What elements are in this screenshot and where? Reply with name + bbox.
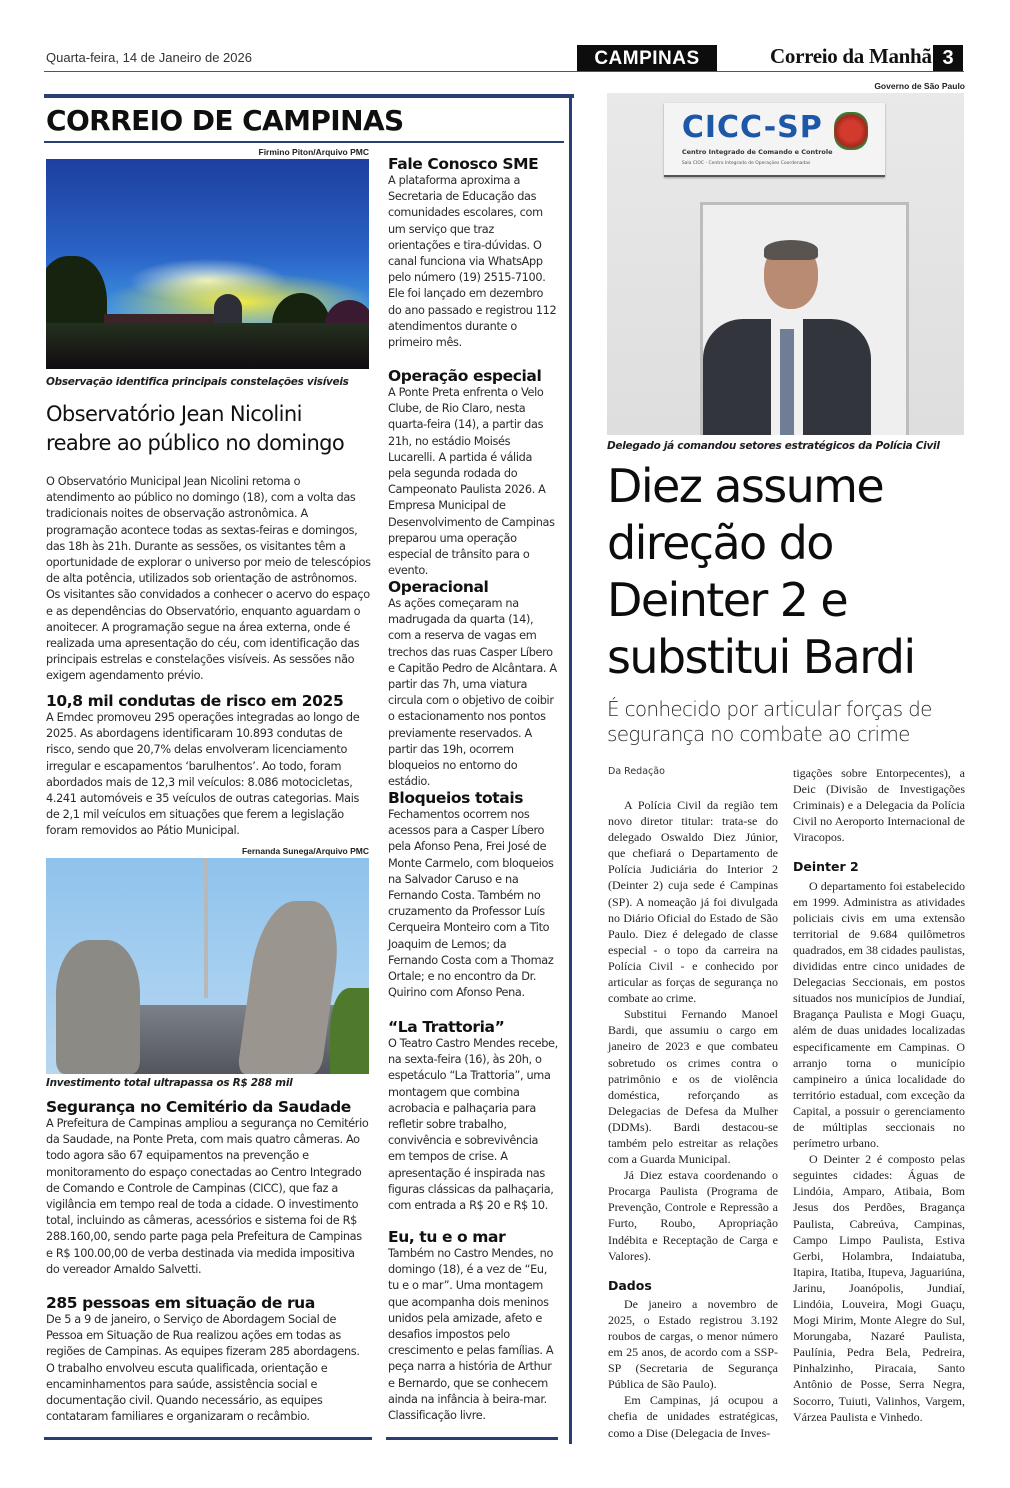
news-item-body: Também no Castro Mendes, no domingo (18), é a vez de “Eu, tu e o mar”. Uma montagem que acompanha dois meninos unidos pela amizade, afeto e desafios impostos pelo crescimento e pelas famílias. A peça narra a história de Arthur e Bernardo, que se conhecem ainda na infância à beira-mar. Classificação livre. <box>388 1247 554 1423</box>
news-item-title: 10,8 mil condutas de risco em 2025 <box>46 692 344 710</box>
observatory-photo <box>46 159 369 369</box>
news-item <box>388 578 558 790</box>
statue-figure <box>56 940 140 1074</box>
ground <box>46 323 369 369</box>
news-item <box>388 367 558 579</box>
news-item-title: Bloqueios totais <box>388 789 524 807</box>
sign-title: CICC-SP <box>681 110 823 146</box>
news-item-body: O Teatro Castro Mendes recebe, na sexta-feira (16), às 20h, o espetáculo “La Trattoria”, uma montagem que combina acrobacia e palhaçaria para refletir sobre trabalho, convivência e sobrevivência em tempos de crise. A apresentação é inspirada nas figuras clássicas da palhaçaria, com entrada a R$ 20 e R$ 10. <box>388 1037 558 1213</box>
lead-headline <box>46 400 376 458</box>
article-paragraph: O Deinter 2 é composto pelas seguintes cidades: Águas de Lindóia, Amparo, Atibaia, Bom Jesus dos Perdões, Bragança Paulista, Cabreúva, Campinas, Campo Limpo Paulista, Estiva Gerbi, Holambra, Indaiatuba, Itapira, Itatiba, Itupeva, Jaguariúna, Jarinu, Joanópolis, Jundiaí, Lindóia, Louveira, Mogi Guaçu, Mogi Mirim, Monte Alegre do Sul, Morungaba, Nazaré Paulista, Paulínia, Pedra Bela, Pedreira, Pinhalzinho, Piracaia, Santo Antônio de Posse, Serra Negra, Socorro, Tuiuti, Valinhos, Vargem, Várzea Paulista e Vinhedo. <box>793 1152 965 1424</box>
delegate-photo <box>607 93 964 435</box>
masthead-logo: Correio da Manhã <box>770 44 932 68</box>
article-column-2 <box>793 765 965 1425</box>
news-item <box>46 692 371 840</box>
photo-credit: Fernanda Sunega/Arquivo PMC <box>241 846 369 856</box>
news-item-title: 285 pessoas em situação de rua <box>46 1294 315 1312</box>
issue-date: Quarta-feira, 14 de Janeiro de 2026 <box>46 50 252 65</box>
photo-caption: Delegado já comandou setores estratégicos da Polícia Civil <box>607 440 940 452</box>
byline: Da Redação <box>608 766 665 777</box>
subheadline <box>607 697 932 747</box>
news-item-title: Eu, tu e o mar <box>388 1228 506 1246</box>
article-column-1 <box>608 797 778 1441</box>
box-top-border <box>44 94 574 98</box>
lead-body: O Observatório Municipal Jean Nicolini retoma o atendimento ao público no domingo (18), com a volta das tradicionais noites de observação astronômica. A programação acontece todas as sextas-feiras e domingos, das 18h às 21h. Durante as sessões, os visitantes têm a oportunidade de explorar o universo por meio de telescópios de alta potência, utilizados sob orientação de astrônomos. Os visitantes são convidados a conhecer o acervo do espaço e as dependências do Observatório, enquanto aguardam o anoitecer. A programação segue na área externa, onde é realizada uma apresentação do céu, com identificação das principais estrelas e constelações visíveis. As sessões não exigem agendamento prévio. <box>46 475 371 683</box>
main-headline-line: direção do <box>607 516 833 570</box>
cicc-sign <box>664 103 885 177</box>
article-subhead: Deinter 2 <box>793 859 859 875</box>
article-paragraph: A Polícia Civil da região tem novo diretor titular: trata-se do delegado Oswaldo Diez Júnior, que chefiará o Departamento de Polícia Judiciária do Interior 2 (Deinter 2) cuja sede é Campinas (SP). A nomeação já foi divulgada no Diário Oficial do Estado de São Paulo. Diez é delegado de classe especial - o topo da carreira na Polícia Civil - e conhecido por articular as forças de segurança no combate ao crime. <box>608 798 778 1006</box>
news-item <box>46 1294 371 1425</box>
page-number: 3 <box>933 45 963 71</box>
article-paragraph: Em Campinas, já ocupou a chefia de unidades estratégicas, como a Dise (Delegacia de Inves- <box>608 1393 778 1440</box>
sign-line: Sala CIOC - Centro Integrado de Operações Coordenadas <box>681 160 811 166</box>
column-bottom-rule <box>386 1437 558 1440</box>
main-headline-line: substitui Bardi <box>607 630 915 684</box>
section-label: CAMPINAS <box>577 45 717 71</box>
news-item <box>388 1018 558 1214</box>
tree <box>330 988 369 1074</box>
news-item-body: A Ponte Preta enfrenta o Velo Clube, de Rio Claro, nesta quarta-feira (14), a partir das 21h, no estádio Moisés Lucarelli. A partida é válida pela segunda rodada do Campeonato Paulista 2026. A Empresa Municipal de Desenvolvimento de Campinas preparou uma operação especial de trânsito para o evento. <box>388 386 555 578</box>
news-item <box>388 1228 558 1424</box>
news-item-title: Segurança no Cemitério da Saudade <box>46 1098 351 1116</box>
article-paragraph: tigações sobre Entorpecentes), a Deic (Divisão de Investigações Criminais) e a Delegacia da Polícia Civil no Aeroporto Internacional de Viracopos. <box>793 766 965 845</box>
camera-pole <box>204 858 208 998</box>
news-item-body: A Emdec promoveu 295 operações integradas ao longo de 2025. As abordagens identificaram 10.893 condutas de risco, sendo que 20,7% delas envolveram licenciamento irregular e escapamentos ‘barulhentos’. Ao todo, foram abordados mais de 12,3 mil veículos: 8.086 motocicletas, 4.241 automóveis e 35 veículos de outras categorias. Mais de 2,1 mil veículos em situações que ferem a legislação foram removidos ao Pátio Municipal. <box>46 711 360 838</box>
box-right-border <box>569 94 572 1444</box>
state-seal-icon <box>834 112 868 150</box>
article-paragraph: De janeiro a novembro de 2025, o Estado registrou 3.192 roubos de cargas, o menor número em 25 anos, de acordo com a SSP-SP (Secretaria de Segurança Pública de São Paulo). <box>608 1296 778 1392</box>
photo-credit: Firmino Piton/Arquivo PMC <box>258 147 369 157</box>
statue-photo <box>46 858 369 1074</box>
photo-caption: Investimento total ultrapassa os R$ 288 mil <box>46 1077 293 1089</box>
photo-credit: Governo de São Paulo <box>874 81 965 91</box>
news-item <box>46 1098 371 1278</box>
lead-headline-line: Observatório Jean Nicolini <box>46 402 302 426</box>
news-item-body: A plataforma aproxima a Secretaria de Educação das comunidades escolares, com um serviço que traz orientações e tira-dúvidas. O canal funciona via WhatsApp pelo número (19) 2515-7100. Ele foi lançado em dezembro do ano passado e registrou 112 atendimentos durante o primeiro mês. <box>388 174 557 350</box>
news-item-title: Operação especial <box>388 367 542 385</box>
article-paragraph: Já Diez estava coordenando o Procarga Paulista (Programa de Prevenção, Controle e Repressão a Furto, Roubo, Apropriação Indébita e Receptação de Carga e Valores). <box>608 1168 778 1263</box>
news-item-body: A Prefeitura de Campinas ampliou a segurança no Cemitério da Saudade, na Ponte Preta, com mais quatro câmeras. Ao todo agora são 67 equipamentos na prevenção e monitoramento do espaço conectadas ao Centro Integrado de Comando e Controle de Campinas (CICC), que faz a vigilância em tempo real de toda a cidade. O investimento total, incluindo as câmeras, acessórios e sistema foi de R$ 288.160,00, sendo parte paga pela Prefeitura de Campinas e R$ 100.00,00 de verba destinada via medida impositiva do vereador Arnaldo Salvetti. <box>46 1117 369 1276</box>
news-item-title: “La Trattoria” <box>388 1018 505 1036</box>
person-hair <box>764 240 818 260</box>
news-item <box>388 155 558 351</box>
person-tie <box>780 329 794 435</box>
subheadline-line: É conhecido por articular forças de <box>607 697 932 721</box>
news-item-body: De 5 a 9 de janeiro, o Serviço de Abordagem Social de Pessoa em Situação de Rua realizou ações em todas as regiões de Campinas. As equipes fizeram 285 abordagens. O trabalho envolveu escuta qualificada, orientação e encaminhamentos para saúde, assistência social e documentação civil. Quando necessário, as equipes contataram familiares e organizaram o recâmbio. <box>46 1313 360 1424</box>
news-item-body: Fechamentos ocorrem nos acessos para a Casper Líbero pela Afonso Pena, Frei José de Monte Carmelo, com bloqueios na Salvador Caruso e na Fernando Costa. Também no cruzamento da Professor Luís Cerqueira Monteiro com a Tito Joaquim de Lemos; da Fernando Costa com a Thomaz Ortale; e no encontro da Dr. Quirino com Afonso Pena. <box>388 808 554 1000</box>
article-paragraph: Substitui Fernando Manoel Bardi, que assumiu o cargo em janeiro de 2023 e que combateu sobretudo os crimes contra o patrimônio e os de violência doméstica, reforçando as Delegacias de Defesa da Mulher (DDMs). Bardi destacou-se também pelo estreitar as relações com a Guarda Municipal. <box>608 1007 778 1167</box>
main-headline-line: Deinter 2 e <box>607 573 848 627</box>
news-item <box>388 789 558 1001</box>
box-title: CORREIO DE CAMPINAS <box>46 104 404 137</box>
news-item-title: Operacional <box>388 578 489 596</box>
box-title-rule <box>44 141 564 143</box>
header-rule <box>44 71 964 72</box>
lead-headline-line: reabre ao público no domingo <box>46 431 345 455</box>
sign-subtitle: Centro Integrado de Comando e Controle <box>681 147 833 156</box>
news-item-body: As ações começaram na madrugada da quarta (14), com a reserva de vagas em trechos das ruas Casper Líbero e Capitão Pedro de Alcântara. A partir das 7h, uma viatura circula com o objetivo de coibir o estacionamento nos pontos previamente reservados. A partir das 19h, ocorrem bloqueios no entorno do estádio. <box>388 597 557 789</box>
main-headline <box>607 458 915 686</box>
subheadline-line: segurança no combate ao crime <box>607 722 910 746</box>
box-bottom-rule <box>44 1437 372 1440</box>
photo-caption: Observação identifica principais constelações visíveis <box>46 376 349 388</box>
news-item-title: Fale Conosco SME <box>388 155 539 173</box>
article-subhead: Dados <box>608 1277 652 1293</box>
article-paragraph: O departamento foi estabelecido em 1999. Administra as atividades policiais civis em uma extensão territorial de 9.684 quilômetros quadrados, em 38 cidades paulistas, divididas entre cinco unidades de Delegacias Seccionais, em postos situados nos municípios de Jundiaí, Bragança Paulista e Mogi Guaçu, além de duas unidades localizadas especificamente em Campinas. O arranjo torna o município campineiro a única localidade do território estadual, com exceção da Capital, a possuir o gerenciamento de múltiplas seccionais no perímetro urbano. <box>793 878 965 1151</box>
main-headline-line: Diez assume <box>607 459 884 513</box>
